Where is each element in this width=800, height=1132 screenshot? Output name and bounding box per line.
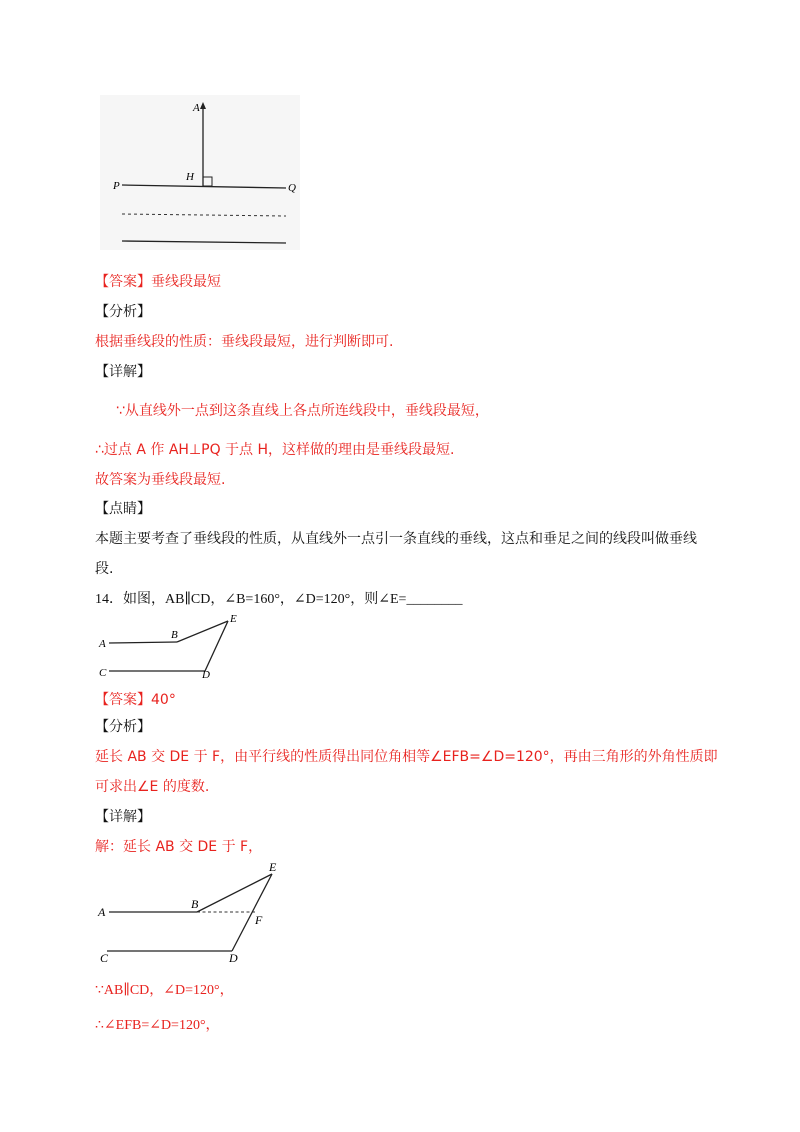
q14-analysis-line2: 可求出∠E 的度数. [95,779,210,795]
figure-q14 [95,610,255,680]
label-a: A [193,102,200,114]
q13-detail-line3: 故答案为垂线段最短. [95,472,226,488]
label-a: A [98,905,106,919]
q14-answer: 【答案】40° [95,692,176,708]
label-p: P [113,180,120,192]
q14-detail-heading: 【详解】 [95,809,151,825]
label-q: Q [288,182,296,194]
q14-question: 14．如图，AB∥CD，∠B=160°，∠D=120°，则∠E=________ [95,592,463,607]
label-e: E [269,860,277,874]
q13-detail-line1: ∵从直线外一点到这条直线上各点所连线段中，垂线段最短， [116,403,489,419]
q13-analysis-heading: 【分析】 [95,304,151,320]
segment-be [197,874,272,912]
label-h: H [186,171,194,183]
label-a: A [99,638,106,650]
figure-perpendicular [100,95,300,250]
q13-comment-heading: 【点睛】 [95,501,151,517]
q13-answer: 【答案】垂线段最短 [95,274,221,290]
figure-q14-extended [95,858,295,968]
label-b: B [171,629,178,641]
label-c: C [100,951,109,965]
q14-detail-line2: ∵AB∥CD，∠D=120°， [95,983,234,998]
q13-comment-line2: 段. [95,561,114,577]
label-d: D [229,951,238,965]
segment-ab [109,642,177,643]
q14-analysis-line1: 延长 AB 交 DE 于 F，由平行线的性质得出同位角相等∠EFB=∠D=120°，再由三角形的外角性质即 [95,749,718,765]
q13-detail-heading: 【详解】 [95,364,151,380]
q13-detail-line2: ∴过点 A 作 AH⊥PQ 于点 H，这样做的理由是垂线段最短. [95,442,455,458]
q13-comment-line1: 本题主要考查了垂线段的性质，从直线外一点引一条直线的垂线，这点和垂足之间的线段叫做垂线 [95,531,697,547]
q14-detail-line3: ∴∠EFB=∠D=120°， [95,1018,220,1033]
label-d: D [202,669,210,680]
label-e: E [230,613,237,625]
q14-detail-line1: 解：延长 AB 交 DE 于 F， [95,839,263,855]
label-b: B [191,897,199,911]
q13-analysis: 根据垂线段的性质：垂线段最短，进行判断即可. [95,334,394,350]
label-c: C [99,667,107,679]
q14-analysis-heading: 【分析】 [95,719,151,735]
label-f: F [255,913,263,927]
